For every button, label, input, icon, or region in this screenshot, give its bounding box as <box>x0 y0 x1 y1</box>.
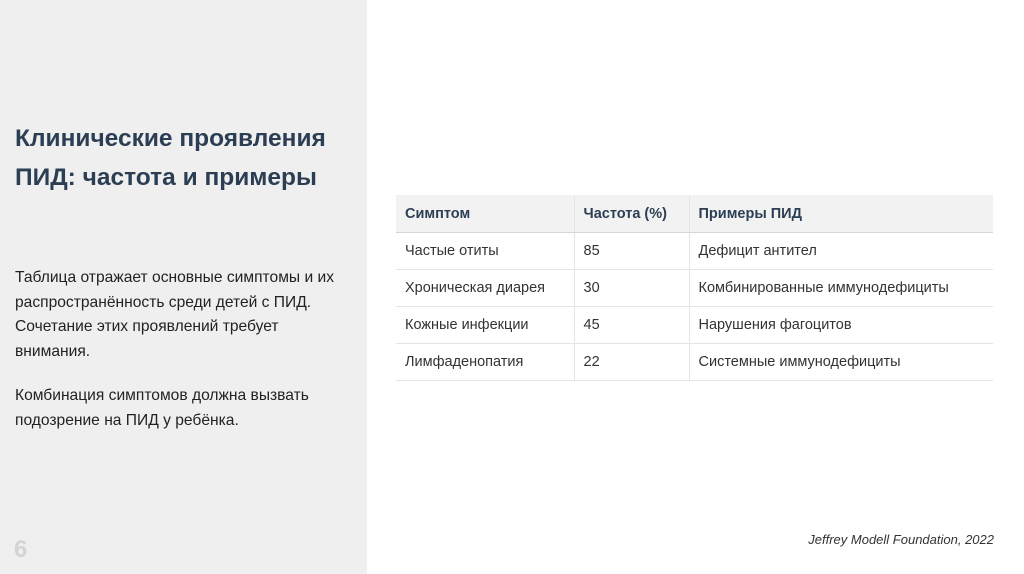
table-row <box>396 270 993 307</box>
cell-examples: Системные иммунодефициты <box>689 344 993 381</box>
cell-frequency: 22 <box>574 344 689 381</box>
cell-symptom: Кожные инфекции <box>396 307 574 344</box>
source-citation: Jeffrey Modell Foundation, 2022 <box>808 532 994 547</box>
cell-examples: Дефицит антител <box>689 233 993 270</box>
symptoms-table <box>396 195 993 381</box>
description-paragraph-1: Таблица отражает основные симптомы и их распространённость среди детей с ПИД. Сочетание этих проявлений требует внимания. <box>15 269 335 360</box>
header-examples: Примеры ПИД <box>689 195 993 233</box>
cell-frequency: 30 <box>574 270 689 307</box>
left-panel <box>0 0 367 574</box>
cell-examples: Комбинированные иммунодефициты <box>689 270 993 307</box>
table-header-row <box>396 195 993 233</box>
slide-title: Клинические проявления ПИД: частота и примеры <box>15 125 326 191</box>
table-row <box>396 344 993 381</box>
header-symptom: Симптом <box>396 195 574 233</box>
cell-symptom: Хроническая диарея <box>396 270 574 307</box>
cell-examples: Нарушения фагоцитов <box>689 307 993 344</box>
description-paragraph-2: Комбинация симптомов должна вызвать подозрение на ПИД у ребёнка. <box>15 387 309 429</box>
cell-symptom: Лимфаденопатия <box>396 344 574 381</box>
cell-symptom: Частые отиты <box>396 233 574 270</box>
table-row <box>396 307 993 344</box>
symptoms-table-container <box>396 195 993 381</box>
header-frequency: Частота (%) <box>574 195 689 233</box>
cell-frequency: 45 <box>574 307 689 344</box>
page-number: 6 <box>14 536 28 563</box>
cell-frequency: 85 <box>574 233 689 270</box>
table-row <box>396 233 993 270</box>
